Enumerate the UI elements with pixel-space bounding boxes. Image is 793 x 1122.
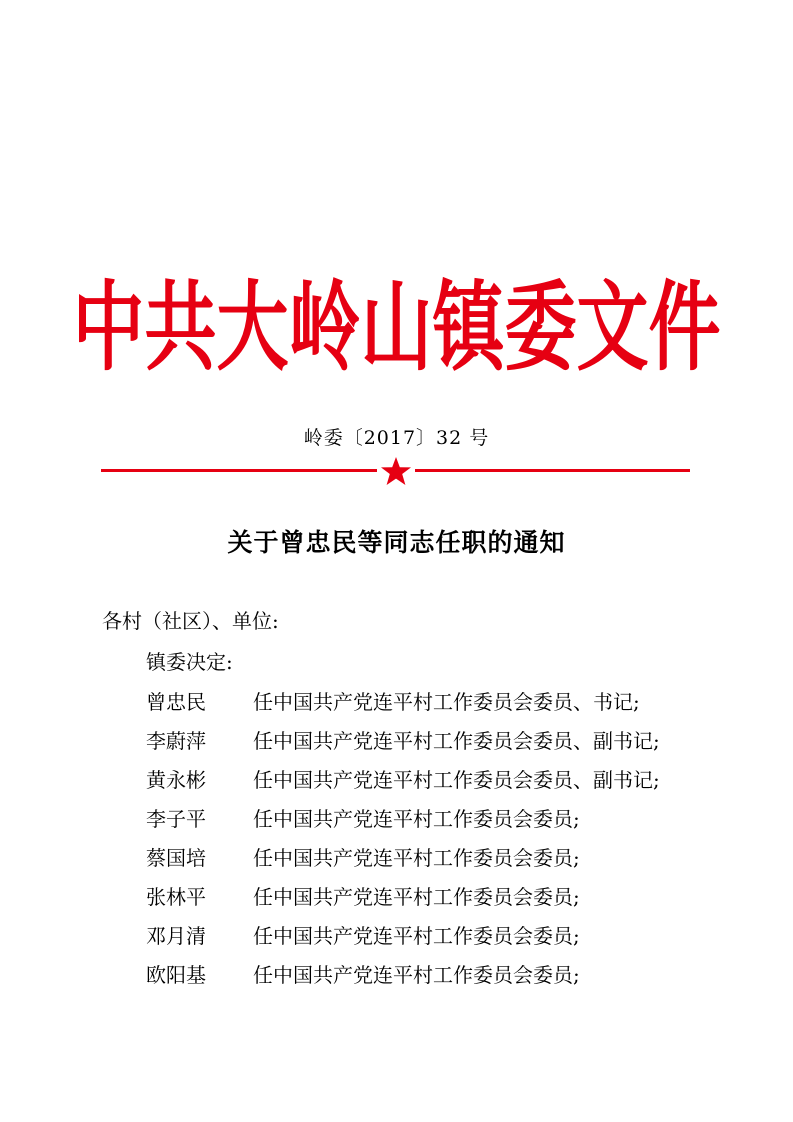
appointee-name: 张林平	[146, 885, 206, 909]
notice-title: 关于曾忠民等同志任职的通知	[227, 528, 566, 557]
appointee-name: 李子平	[146, 807, 206, 831]
appointment-row	[146, 727, 706, 766]
appointee-post: 任中国共产党连平村工作委员会委员、书记;	[253, 690, 640, 714]
appointment-row	[146, 961, 706, 1000]
appointment-row	[146, 883, 706, 922]
document-number: 岭委〔2017〕32 号	[303, 427, 490, 449]
appointee-post: 任中国共产党连平村工作委员会委员;	[253, 807, 580, 831]
appointee-name: 李蔚萍	[146, 729, 206, 753]
red-rule-left	[101, 469, 377, 472]
appointment-list	[146, 688, 706, 1000]
appointee-name: 邓月清	[146, 924, 206, 948]
red-rule-right	[415, 469, 690, 472]
appointment-row	[146, 766, 706, 805]
appointee-name: 欧阳基	[146, 963, 206, 987]
appointment-row	[146, 922, 706, 961]
appointee-name: 蔡国培	[146, 846, 206, 870]
salutation: 各村（社区）、单位:	[102, 609, 279, 633]
appointee-post: 任中国共产党连平村工作委员会委员、副书记;	[253, 729, 660, 753]
appointee-post: 任中国共产党连平村工作委员会委员、副书记;	[253, 768, 660, 792]
appointment-row	[146, 805, 706, 844]
decision-line: 镇委决定:	[146, 650, 233, 674]
appointment-row	[146, 844, 706, 883]
appointment-row	[146, 688, 706, 727]
appointee-post: 任中国共产党连平村工作委员会委员;	[253, 846, 580, 870]
appointee-post: 任中国共产党连平村工作委员会委员;	[253, 885, 580, 909]
appointee-post: 任中国共产党连平村工作委员会委员;	[253, 963, 580, 987]
star-icon	[379, 456, 413, 486]
appointee-name: 黄永彬	[146, 768, 206, 792]
masthead-title: 中共大岭山镇委文件	[72, 270, 721, 384]
appointee-name: 曾忠民	[146, 690, 206, 714]
appointee-post: 任中国共产党连平村工作委员会委员;	[253, 924, 580, 948]
